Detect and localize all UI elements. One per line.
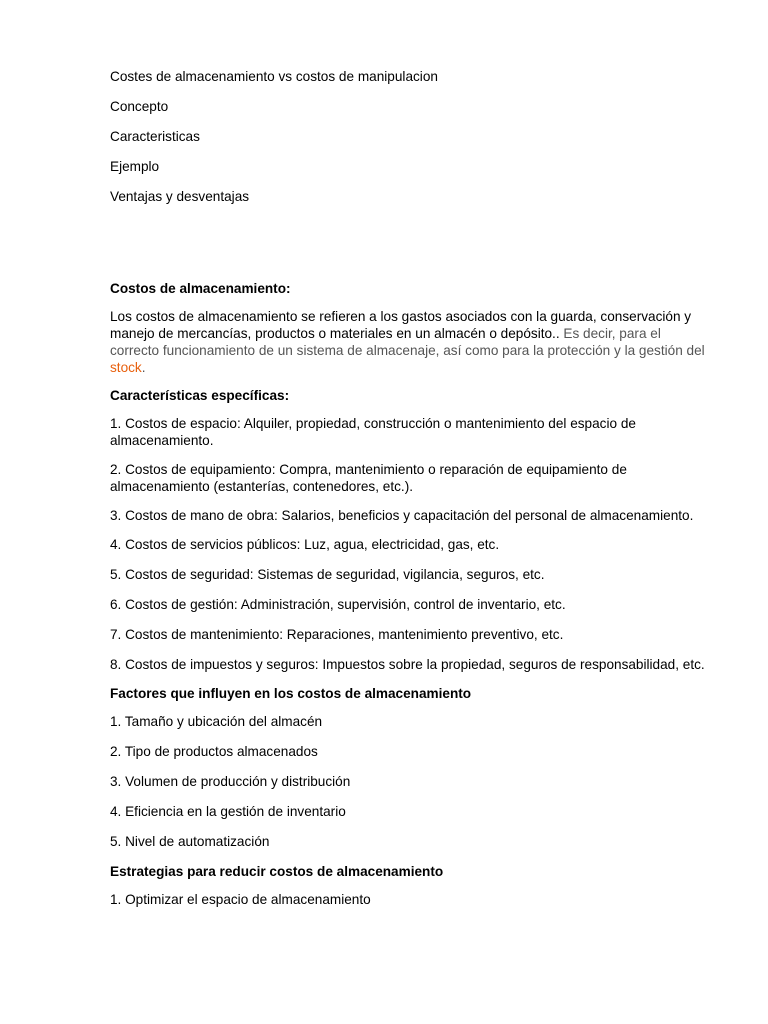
list-item: 2. Tipo de productos almacenados xyxy=(110,744,318,759)
outline-item-title: Costes de almacenamiento vs costos de manipulacion xyxy=(110,69,438,84)
list-item: 4. Costos de servicios públicos: Luz, agua, electricidad, gas, etc. xyxy=(110,537,500,552)
list-item: 4. Eficiencia en la gestión de inventario xyxy=(110,804,346,819)
list-item: 1. Optimizar el espacio de almacenamiento xyxy=(110,892,371,907)
list-item: 3. Volumen de producción y distribución xyxy=(110,774,351,789)
section-heading-costos: Costos de almacenamiento: xyxy=(110,281,291,296)
section-heading-estrategias: Estrategias para reducir costos de almacenamiento xyxy=(110,864,444,879)
outline-list xyxy=(110,68,710,205)
intro-paragraph xyxy=(110,308,710,376)
list-item: 8. Costos de impuestos y seguros: Impuestos sobre la propiedad, seguros de responsabilidad, etc. xyxy=(110,657,705,672)
list-item: 7. Costos de mantenimiento: Reparaciones, mantenimiento preventivo, etc. xyxy=(110,627,564,642)
section-heading-factores: Factores que influyen en los costos de almacenamiento xyxy=(110,686,472,701)
list-item: 5. Nivel de automatización xyxy=(110,834,270,849)
section-heading-caracteristicas: Características específicas: xyxy=(110,388,290,403)
list-item: 3. Costos de mano de obra: Salarios, beneficios y capacitación del personal de almacenamiento. xyxy=(110,508,694,523)
list-item: 1. Tamaño y ubicación del almacén xyxy=(110,714,323,729)
outline-item-caracteristicas: Caracteristicas xyxy=(110,129,200,144)
intro-quoted-text: Es decir, para el correcto funcionamiento de un sistema de almacenaje, así como para la protección y la gestión del xyxy=(110,326,705,358)
blank-space xyxy=(110,218,710,280)
intro-text: Los costos de almacenamiento se refieren a los gastos asociados con la guarda, conservación y manejo de mercancías, productos o materiales en un almacén o depósito.. xyxy=(110,309,692,341)
list-item: 6. Costos de gestión: Administración, supervisión, control de inventario, etc. xyxy=(110,597,566,612)
outline-item-ventajas: Ventajas y desventajas xyxy=(110,189,250,204)
list-item: 1. Costos de espacio: Alquiler, propiedad, construcción o mantenimiento del espacio de almacenamiento. xyxy=(110,416,636,448)
outline-item-ejemplo: Ejemplo xyxy=(110,159,160,174)
intro-end: . xyxy=(141,360,146,375)
list-item: 2. Costos de equipamiento: Compra, mantenimiento o reparación de equipamiento de almacenamiento (estanterías, contenedores, etc.). xyxy=(110,462,627,494)
stock-link[interactable]: stock xyxy=(110,360,142,375)
outline-item-concepto: Concepto xyxy=(110,99,169,114)
list-item: 5. Costos de seguridad: Sistemas de seguridad, vigilancia, seguros, etc. xyxy=(110,567,545,582)
document-page xyxy=(110,68,710,921)
